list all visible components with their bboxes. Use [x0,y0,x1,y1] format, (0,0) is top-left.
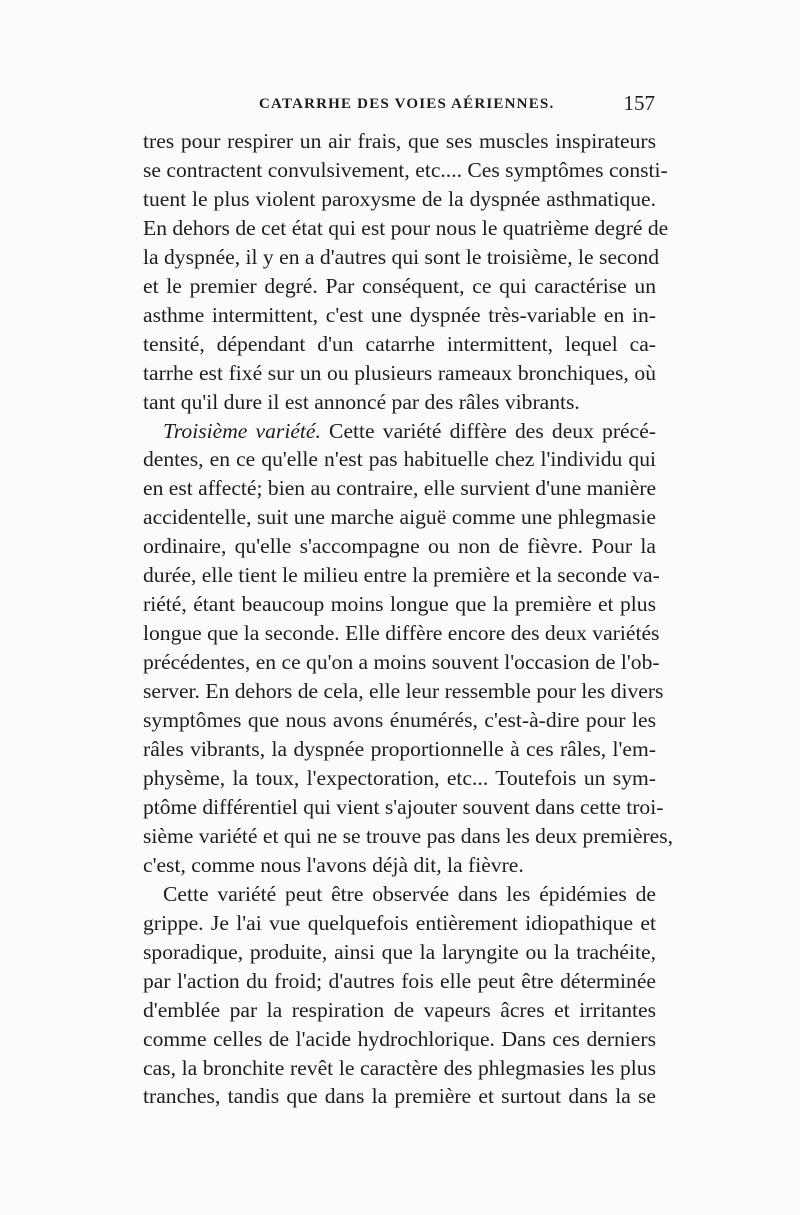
section-first-line [143,417,656,446]
text-line: et le premier degré. Par conséquent, ce qui caractérise un [143,273,656,298]
text-line: grippe. Je l'ai vue quelquefois entièrement idiopathique et [143,910,656,935]
text-line: par l'action du froid; d'autres fois elle peut être déterminée [143,968,656,993]
text-line: ptôme différentiel qui vient s'ajouter souvent dans cette troi- [143,794,664,819]
text-line-rest: Cette variété diffère des deux précé- [329,418,656,443]
text-line: asthme intermittent, c'est une dyspnée très-variable en in- [143,302,656,327]
text-line: sporadique, produite, ainsi que la laryngite ou la trachéite, [143,939,656,964]
page-number: 157 [623,91,655,115]
text-line: sième variété et qui ne se trouve pas dans les deux premières, [143,823,674,848]
section-heading: Troisième variété. [163,418,321,443]
text-line: c'est, comme nous l'avons déjà dit, la fièvre. [143,852,524,877]
text-line: tarrhe est fixé sur un ou plusieurs rameaux bronchiques, où [143,360,656,385]
running-title: CATARRHE DES VOIES AÉRIENNES. [259,96,555,112]
text-line: en est affecté; bien au contraire, elle survient d'une manière [143,476,657,501]
text-line: râles vibrants, la dyspnée proportionnelle à ces râles, l'em- [143,737,656,762]
text-line: se contractent convulsivement, etc.... Ces symptômes consti- [143,157,668,182]
page-header [255,91,655,120]
text-line: d'emblée par la respiration de vapeurs âcres et irritantes [143,997,656,1022]
text-line: ordinaire, qu'elle s'accompagne ou non de fièvre. Pour la [143,534,656,559]
text-line: dentes, en ce qu'elle n'est pas habituelle chez l'individu qui [143,447,656,472]
text-line: accidentelle, suit une marche aiguë comme une phlegmasie [143,505,656,530]
text-line: tuent le plus violent paroxysme de la dyspnée asthmatique. [143,186,656,211]
text-line: longue que la seconde. Elle diffère encore des deux variétés [143,621,660,646]
text-line: tres pour respirer un air frais, que ses muscles inspirateurs [143,129,656,153]
text-line: durée, elle tient le milieu entre la première et la seconde va- [143,563,660,588]
text-line: Cette variété peut être observée dans les épidémies de [163,881,656,906]
text-line: tant qu'il dure il est annoncé par des râles vibrants. [143,389,580,414]
text-line: server. En dehors de cela, elle leur ressemble pour les divers [143,679,664,704]
text-line: comme celles de l'acide hydrochlorique. Dans ces derniers [143,1026,656,1051]
text-line: cas, la bronchite revêt le caractère des phlegmasies les plus [143,1055,656,1080]
text-line: symptômes que nous avons énumérés, c'est-à-dire pour les [143,708,656,733]
text-line: précédentes, en ce qu'on a moins souvent l'occasion de l'ob- [143,650,660,675]
text-line: tranches, tandis que dans la première et surtout dans la se [143,1084,656,1109]
text-line: En dehors de cet état qui est pour nous le quatrième degré de [143,215,669,240]
body-text [143,127,674,1111]
text-line: physème, la toux, l'expectoration, etc... Toutefois un sym- [143,765,656,790]
text-line: riété, étant beaucoup moins longue que la première et plus [143,592,656,617]
text-line: tensité, dépendant d'un catarrhe intermittent, lequel ca- [143,331,656,356]
text-line: la dyspnée, il y en a d'autres qui sont le troisième, le second [143,244,660,269]
